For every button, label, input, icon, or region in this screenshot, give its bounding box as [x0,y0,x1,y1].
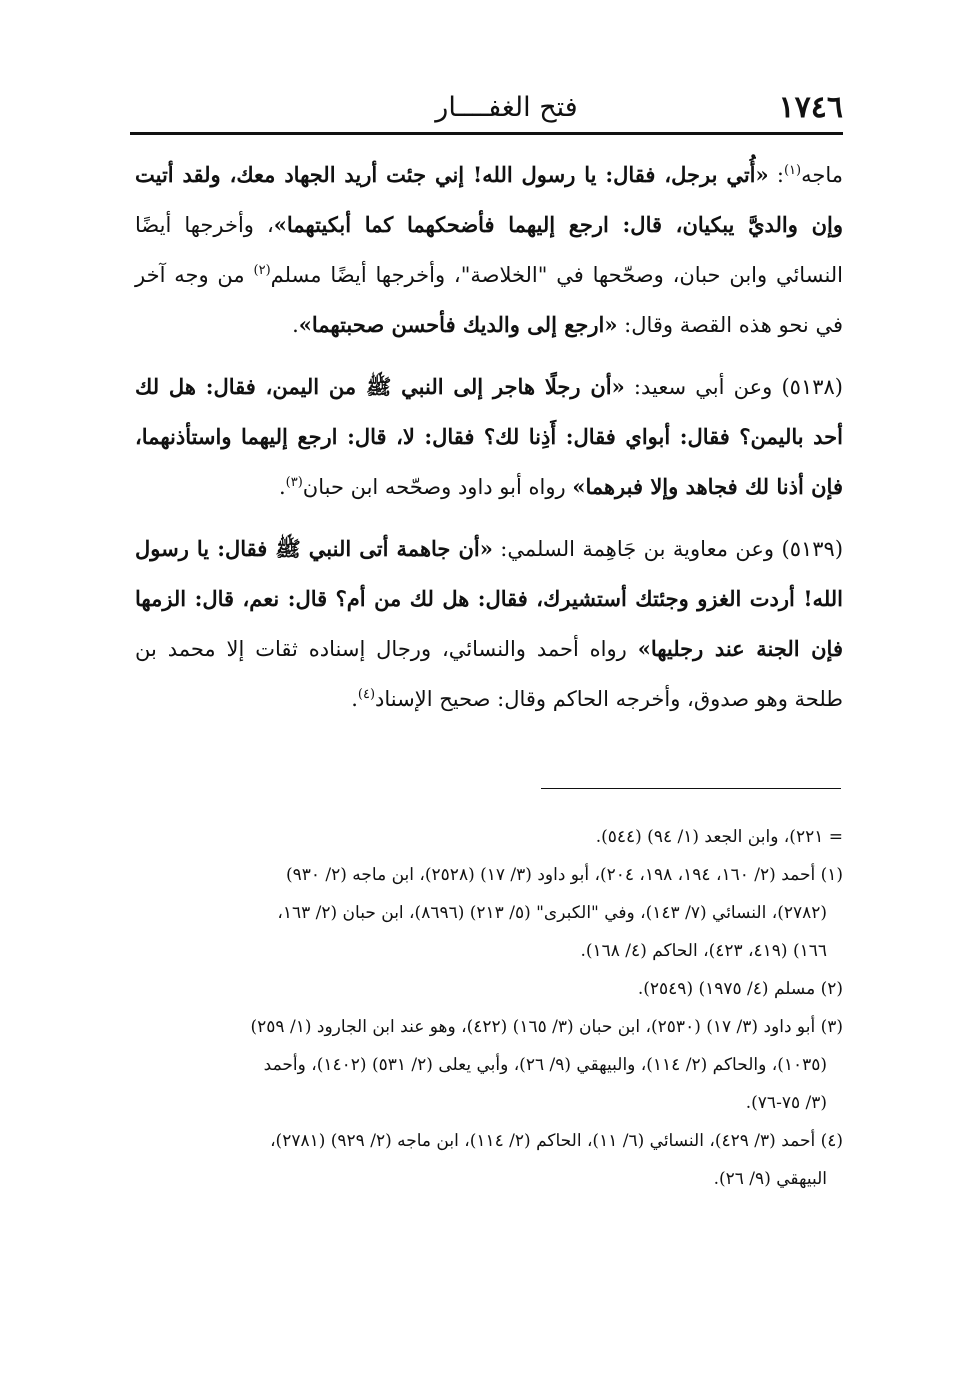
footnotes [135,820,843,1200]
text-span: رواه أحمد والنسائي، ورجال إسناده ثقات إلا محمد بن طلحة وهو صدوق، وأخرجه الحاكم وقال: صحيح الإسناد [135,637,843,711]
hadith-5139 [135,524,843,724]
footnote-2: (٢) مسلم (٤/ ١٩٧٥) (٢٥٤٩). [637,979,843,999]
text-span: ماجه [801,163,843,187]
footnote-4-line: البيهقي (٩/ ٢٦). [713,1169,827,1189]
footnote-3-line: (١٠٣٥)، والحاكم (٢/ ١١٤)، والبيهقي (٩/ ٢٦)، وأبي يعلى (٢/ ٥٣١) (١٤٠٢)، وأحمد [263,1055,827,1075]
text-span: . [278,475,286,499]
hadith-quote: «ارجع إلى والديك فأحسن صحبتهما» [298,312,618,337]
footnote-ref: (٤) [357,687,376,702]
footnote-ref: (٣) [285,475,303,490]
page-header [130,86,843,130]
footnote-1: (١) أحمد (٢/ ١٦٠، ١٩٤، ١٩٨، ٢٠٤)، أبو داود (٣/ ١٧) (٢٥٢٨)، ابن ماجه (٢/ ٩٣٠) [285,865,843,885]
hadith-5138 [135,362,843,512]
header-rule [130,132,843,135]
footnote-ref: (٢) [253,263,271,278]
footnote-3: (٣) أبو داود (٣/ ١٧) (٢٥٣٠)، ابن حبان (٣/ ١٦٥) (٤٢٢)، وهو عند ابن الجارود (١/ ٢٥٩) [250,1017,843,1037]
text-span: . [351,687,358,711]
footnote-1-line: (٢٧٨٢)، النسائي (٧/ ١٤٣)، وفي "الكبرى" (٥/ ٢١٣) (٨٦٩٦)، ابن حبان (٢/ ١٦٣، [277,903,827,923]
hadith-number: (٥١٣٨) [781,375,843,399]
main-text [135,150,843,724]
hadith-quote: «أن جاهمة أتى النبي ﷺ فقال: يا رسول الله! أردت الغزو وجئتك أستشيرك، فقال: هل لك من أم؟ قال: نعم، قال: الزمها فإن الجنة عند رجليها» [135,536,843,661]
text-span: . [292,313,299,337]
footnote-1-line: ١٦٦) (٤١٩، ٤٢٣)، الحاكم (٤/ ١٦٨). [580,941,827,961]
running-title: فتح الغفــــار [435,92,578,123]
text-span: من وجه آخر في نحو هذه القصة وقال: [135,263,843,337]
hadith-quote: «أن رجلًا هاجر إلى النبي ﷺ من اليمن، فقال: هل لك أحد باليمن؟ فقال: أبواي فقال: أَذِنا لك؟ فقال: لا، قال: ارجع إليهما واستأذنهما، فإن أذنا لك فجاهد وإلا فبرهما» [135,374,843,499]
footnote-3-line: (٣/ ٧٥-٧٦). [745,1093,827,1113]
text-span: وعن معاوية بن جَاهِمة السلمي: [492,537,782,561]
footnote-rule [541,788,841,789]
text-span: ، وأخرجها أيضًا النسائي وابن حبان، وصحّحها في "الخلاصة"، وأخرجها أيضًا مسلم [135,213,844,287]
footnote-ref: (١) [783,163,802,178]
hadith-quote: «أُتي برجل، فقال: يا رسول الله! إني جئت أريد الجهاد معك، ولقد أتيت وإن والديَّ يبكيان، قال: ارجع إليهما فأضحكهما كما أبكيتهما» [135,162,843,237]
text-span: رواه أبو داود وصحّحه ابن حبان [302,475,573,499]
page-number: ١٧٤٦ [778,90,843,125]
footnote-4: (٤) أحمد (٣/ ٤٢٩)، النسائي (٦/ ١١)، الحاكم (٢/ ١١٤)، ابن ماجه (٢/ ٩٢٩) (٢٧٨١)، [270,1131,843,1151]
text-span: وعن أبي سعيد: [624,375,782,399]
hadith-number: (٥١٣٩) [781,537,844,561]
paragraph-continuation [135,150,843,350]
text-span: : [768,163,784,187]
footnote-continuation: = ٢٢١)، وابن الجعد (١/ ٩٤) (٥٤٤). [595,827,843,847]
